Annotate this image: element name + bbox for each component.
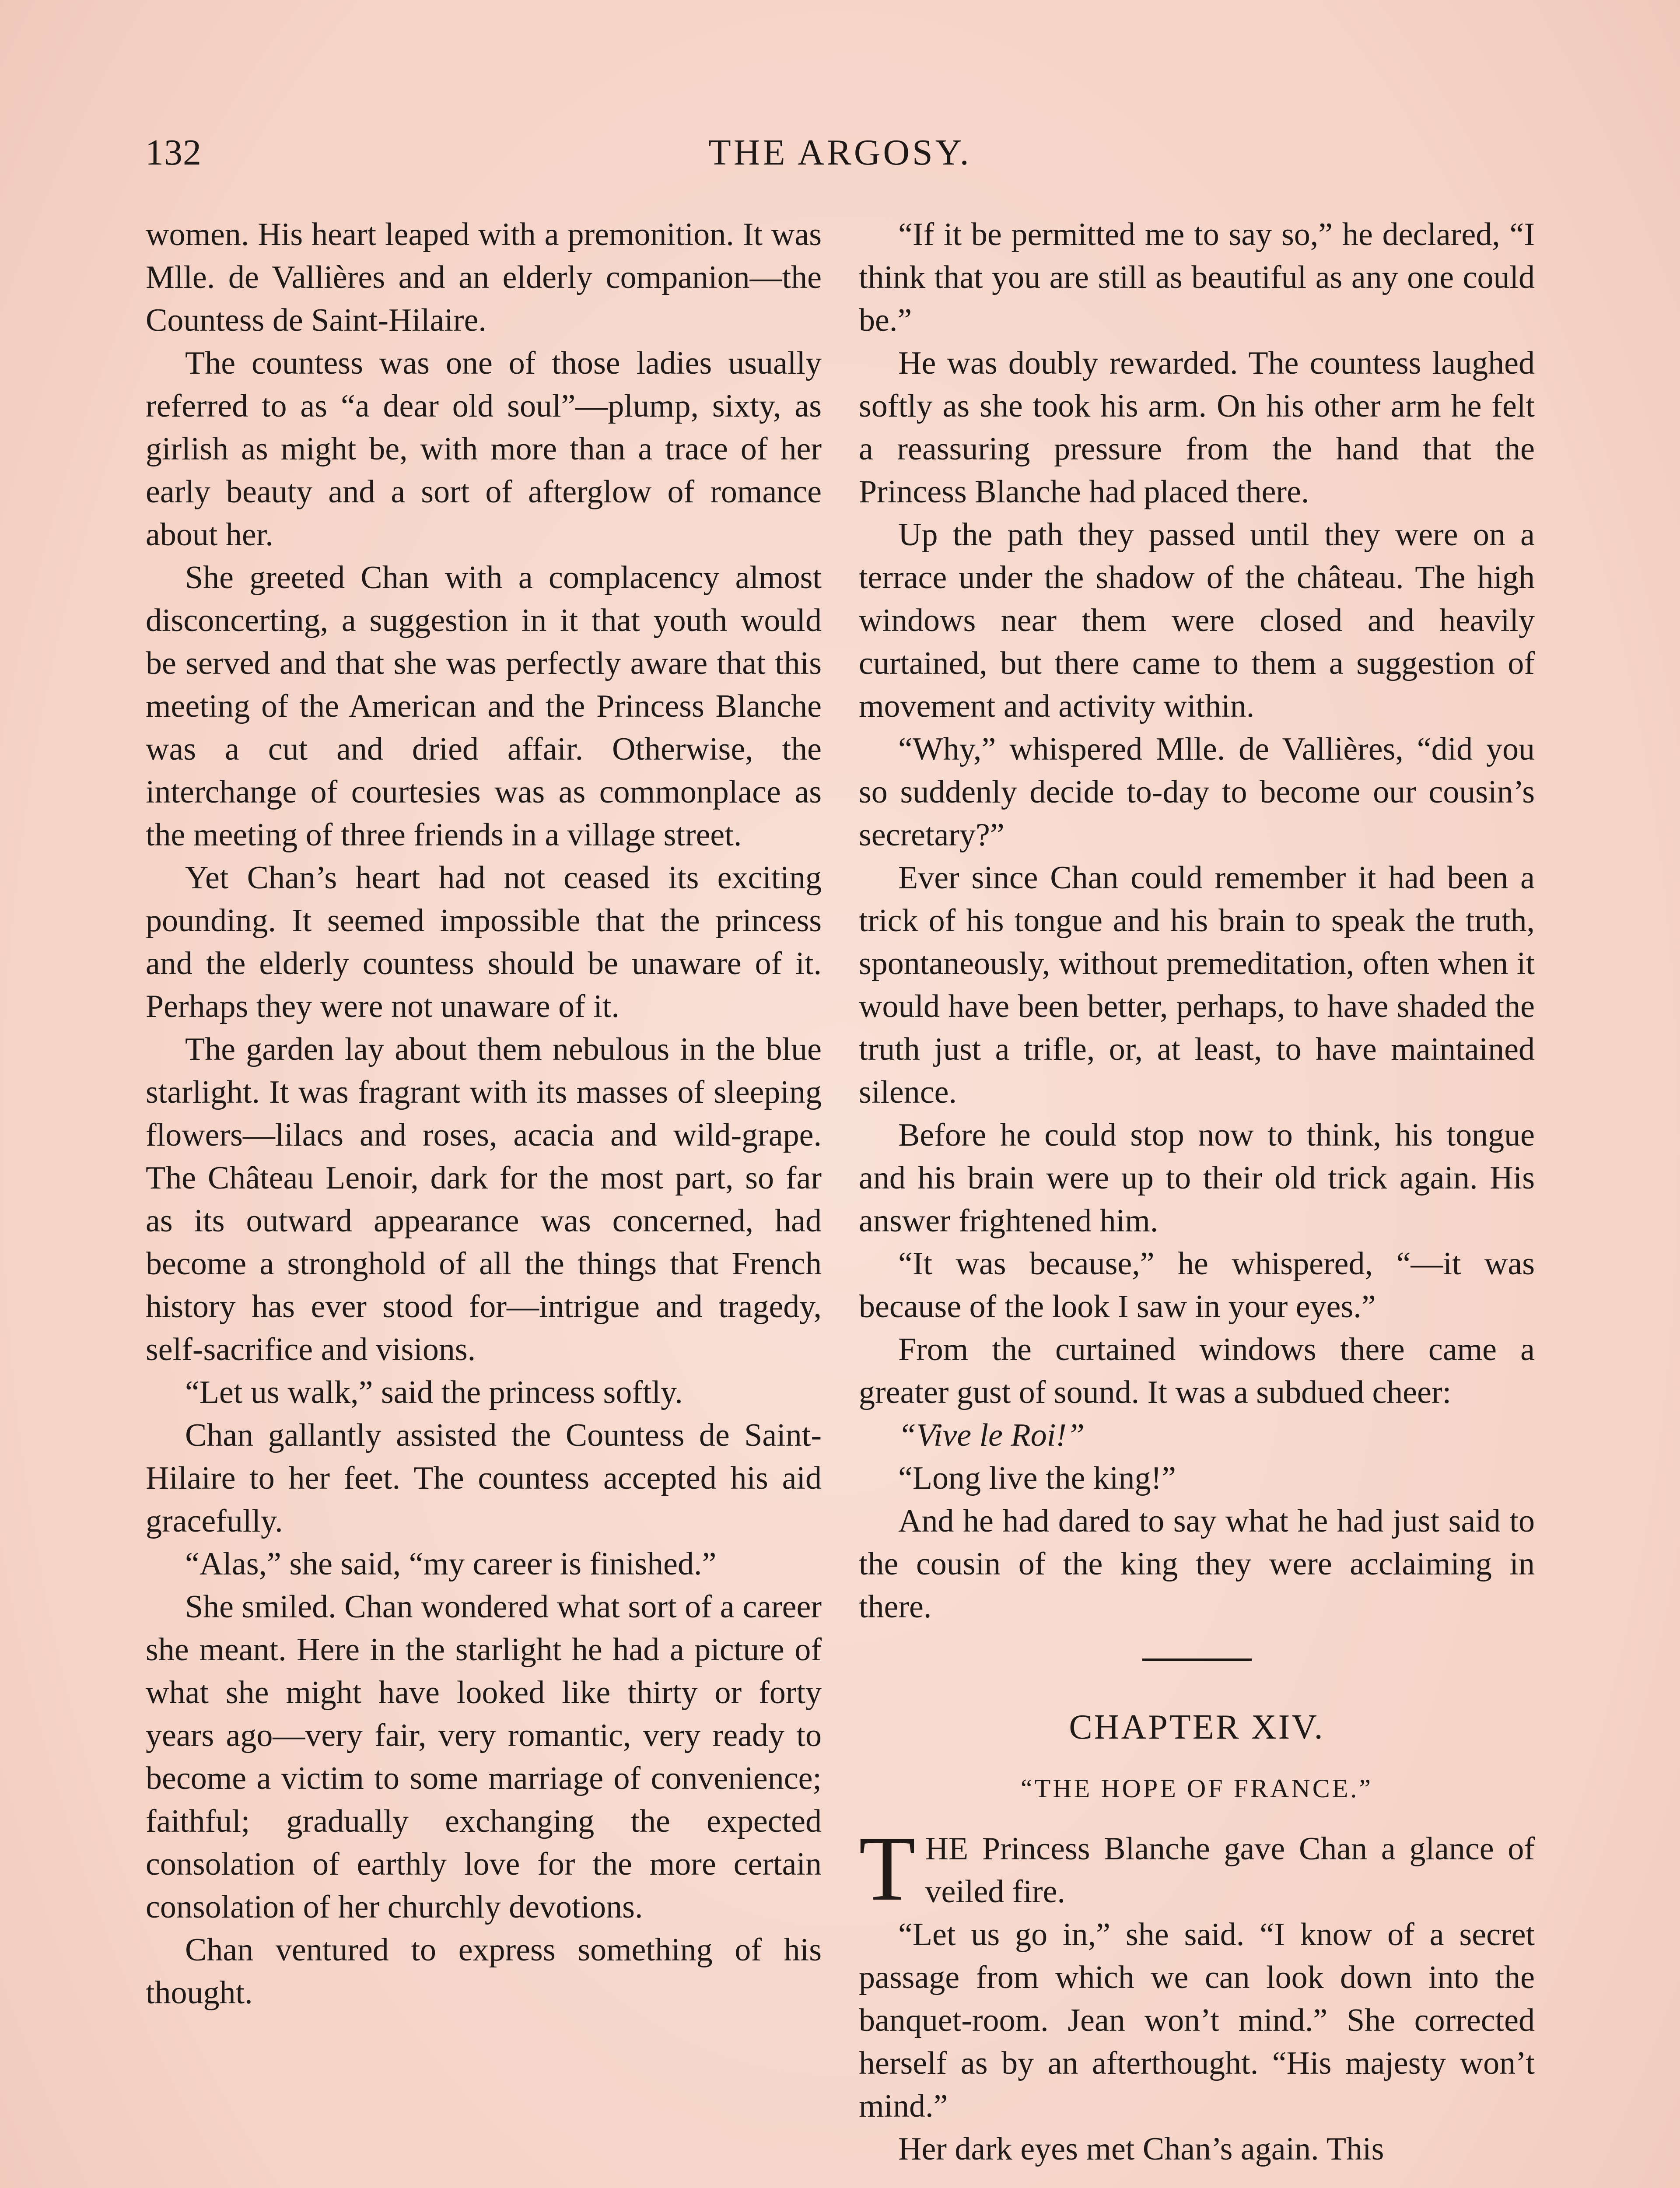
right-column [859,213,1535,2170]
paragraph: And he had dared to say what he had just said to the cousin of the king they were acclaiming in there. [859,1503,1535,1625]
page-number: 132 [145,132,202,173]
chapter-subtitle: “THE HOPE OF FRANCE.” [1021,1774,1373,1803]
paragraph: “If it be permitted me to say so,” he declared, “I think that you are still as beautiful as any one could be.” [859,217,1535,338]
paragraph: Ever since Chan could remember it had been a trick of his tongue and his brain to speak the truth, spontaneously, without premeditation, often when it would have been better, perhaps, to have shaded the truth just a trifle, or, at least, to have maintained silence. [859,860,1535,1110]
paragraph: “Long live the king!” [898,1460,1176,1496]
italic-cheer-text: “Vive le Roi!” [898,1417,1085,1453]
paragraph: Chan gallantly assisted the Countess de Saint-Hilaire to her feet. The countess accepted his aid gracefully. [146,1417,822,1539]
paragraph: Before he could stop now to think, his tongue and his brain were up to their old trick again. His answer frightened him. [859,1117,1535,1239]
left-column [146,213,822,2014]
paragraph: She greeted Chan with a complacency almost disconcerting, a suggestion in it that youth would be served and that she was perfectly aware that this meeting of the American and the Princess Blanche was a cut and dried affair. Otherwise, the interchange of courtesies was as commonplace as the meeting of three friends in a village street. [146,560,822,853]
paragraph: The countess was one of those ladies usually referred to as “a dear old soul”—plump, sixty, as girlish as might be, with more than a trace of her early beauty and a sort of afterglow of romance about her. [146,345,822,553]
paragraph: Yet Chan’s heart had not ceased its exciting pounding. It seemed impossible that the princess and the elderly countess should be unaware of it. Perhaps they were not unaware of it. [146,860,822,1024]
section-divider [1142,1659,1252,1661]
paragraph: Chan ventured to express something of his thought. [146,1932,822,2011]
paragraph: Up the path they passed until they were on a terrace under the shadow of the château. The high windows near them were closed and heavily curtained, but there came to them a suggestion of movement and activity within. [859,517,1535,724]
paragraph: From the curtained windows there came a greater gust of sound. It was a subdued cheer: [859,1332,1535,1410]
paragraph: “Let us walk,” said the princess softly. [185,1375,683,1410]
paragraph: “Let us go in,” she said. “I know of a secret passage from which we can look down into the banquet-room. Jean won’t mind.” She corrected herself as by an afterthought. “His majesty won’t mind.” [859,1917,1535,2124]
paragraph: “Alas,” she said, “my career is finished.” [185,1546,717,1582]
paragraph: She smiled. Chan wondered what sort of a career she meant. Here in the starlight he had a picture of what she might have looked like thirty or forty years ago—very fair, very romantic, very ready to become a victim to some marriage of convenience; faithful; gradually exchanging the expected consolation of earthly love for the more certain consolation of her churchly devotions. [146,1589,822,1925]
italic-cheer [859,1414,1535,1457]
paragraph: Her dark eyes met Chan’s again. This [898,2131,1384,2167]
paragraph: The garden lay about them nebulous in the blue starlight. It was fragrant with its masses of sleeping flowers—lilacs and roses, acacia and wild-grape. The Château Lenoir, dark for the most part, so far as its outward appearance was concerned, had become a stronghold of all the things that French history has ever stood for—intrigue and tragedy, self-sacrifice and visions. [146,1031,822,1368]
chapter-heading: CHAPTER XIV. [1069,1708,1325,1746]
drop-cap: T [859,1817,916,1920]
paragraph: “It was because,” he whispered, “—it was because of the look I saw in your eyes.” [859,1246,1535,1325]
opening-text: HE Princess Blanche gave Chan a glance of veiled fire. [925,1831,1535,1910]
running-title: THE ARGOSY. [708,132,972,173]
paragraph: He was doubly rewarded. The countess laughed softly as she took his arm. On his other arm he felt a reassuring pressure from the hand that the Princess Blanche had placed there. [859,345,1535,510]
chapter-opening-paragraph [859,1817,1535,1920]
paragraph: women. His heart leaped with a premonition. It was Mlle. de Vallières and an elderly companion—the Countess de Saint-Hilaire. [146,217,822,338]
paragraph: “Why,” whispered Mlle. de Vallières, “did you so suddenly decide to-day to become our cousin’s secretary?” [859,731,1535,853]
